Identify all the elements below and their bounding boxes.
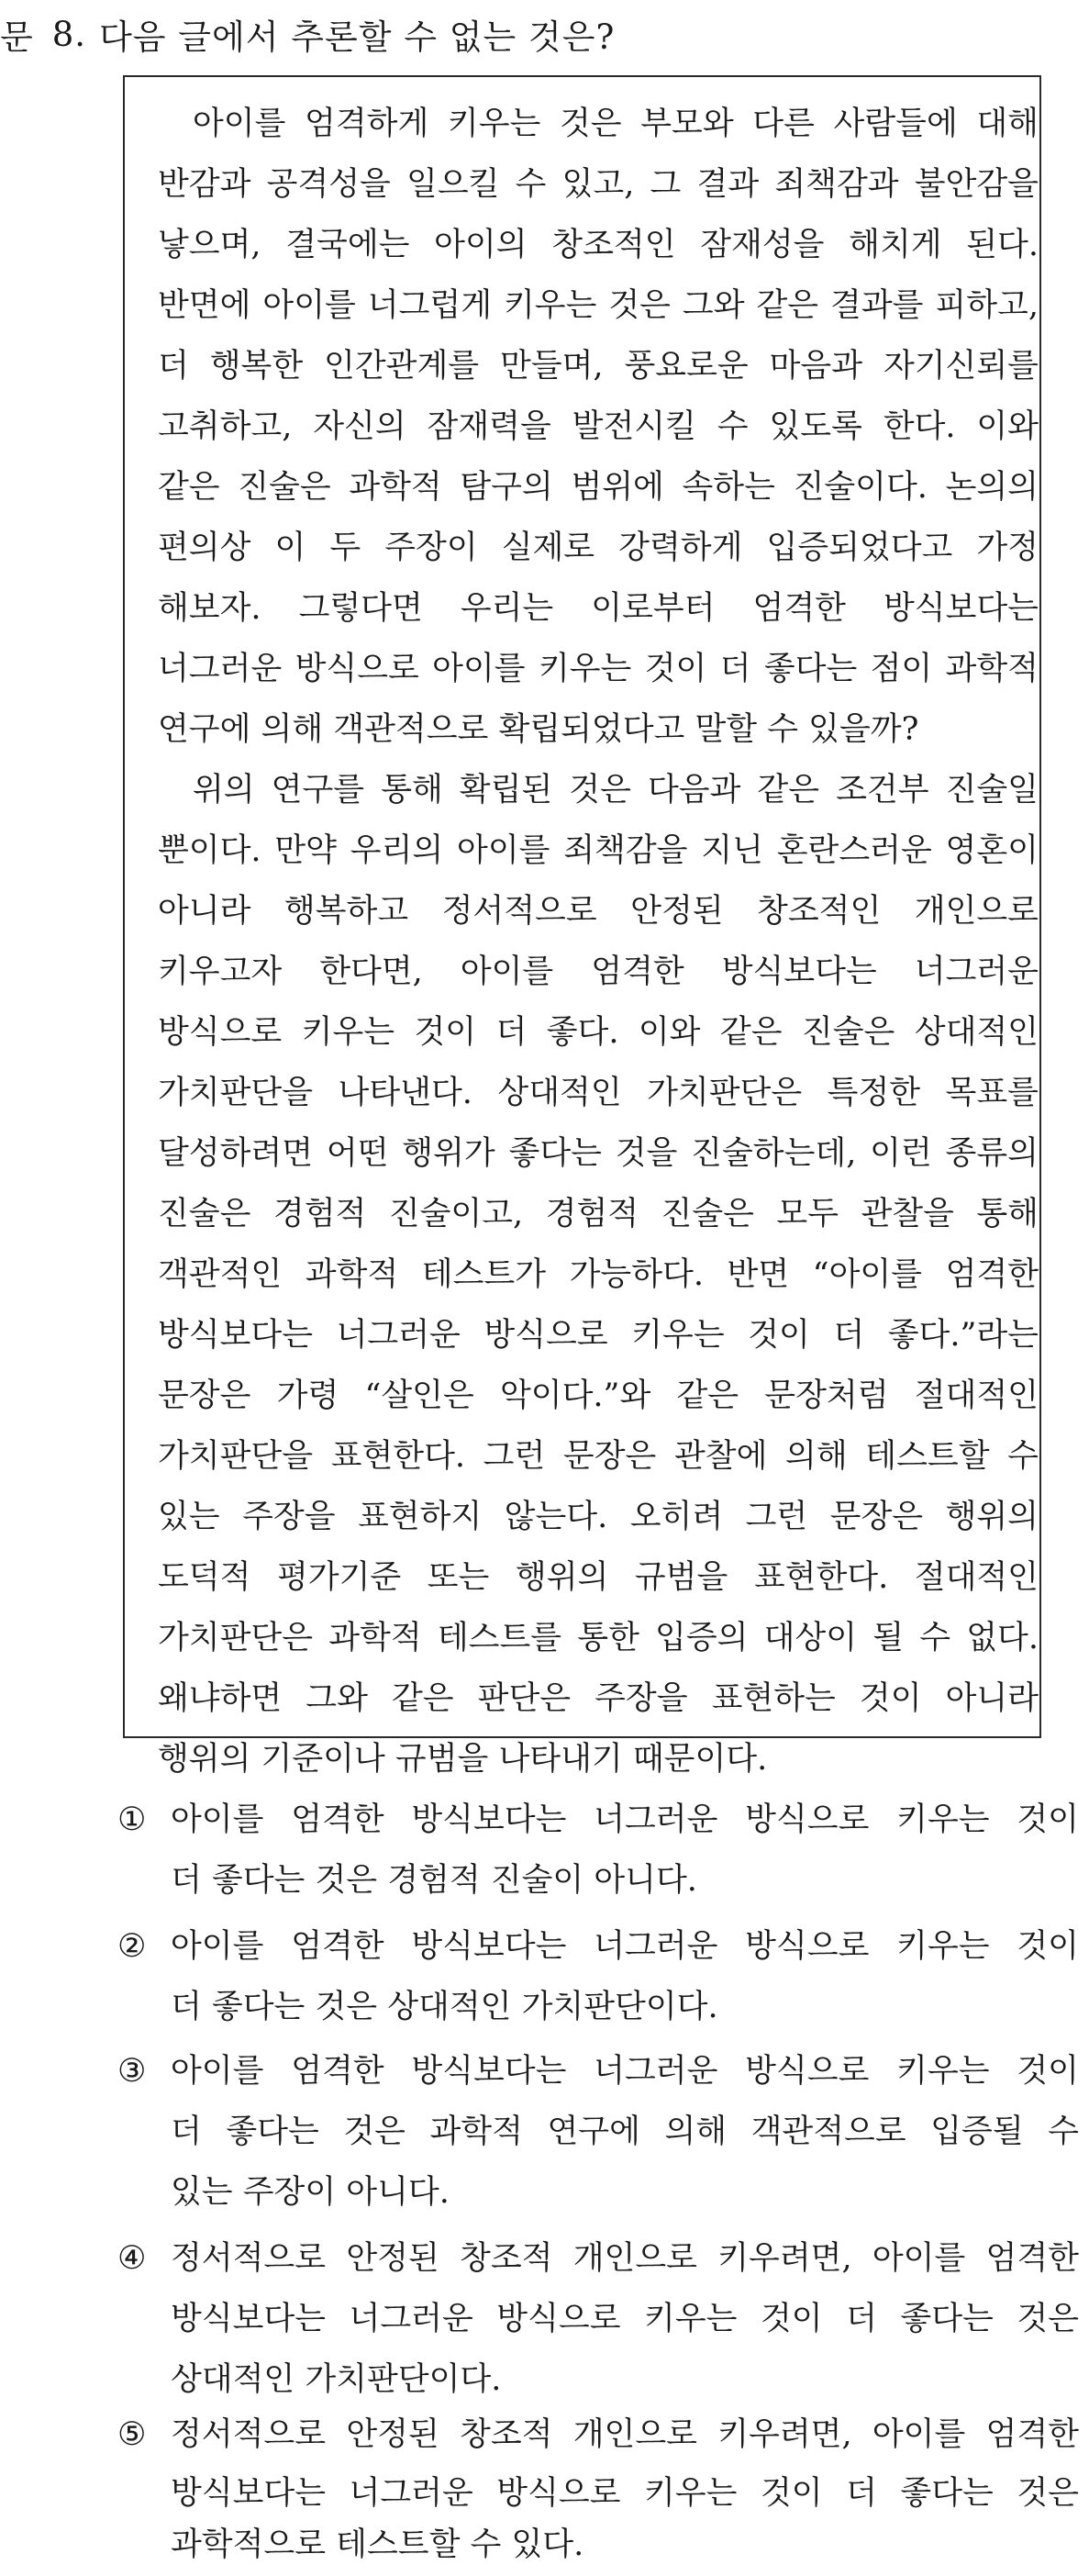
choice-4-line[interactable]: 방식보다는 너그러운 방식으로 키우는 것이 더 좋다는 것은	[171, 2301, 1079, 2337]
choice-4-line[interactable]: 상대적인 가치판단이다.	[171, 2361, 502, 2398]
passage-line: 있는 주장을 표현하지 않는다. 오히려 그런 문장은 행위의	[158, 1499, 1039, 1535]
passage-line: 방식으로 키우는 것이 더 좋다. 이와 같은 진술은 상대적인	[158, 1014, 1039, 1051]
passage-line: 문장은 가령 “살인은 악이다.”와 같은 문장처럼 절대적인	[158, 1377, 1039, 1414]
passage-line: 편의상 이 두 주장이 실제로 강력하게 입증되었다고 가정	[158, 530, 1039, 566]
passage-line: 더 행복한 인간관계를 만들며, 풍요로운 마음과 자기신뢰를	[158, 348, 1039, 385]
passage-line: 행위의 기준이나 규범을 나타내기 때문이다.	[158, 1741, 768, 1778]
choice-5-line[interactable]: 과학적으로 테스트할 수 있다.	[171, 2526, 584, 2563]
choice-4-marker[interactable]: ④	[117, 2240, 147, 2277]
passage-line: 너그러운 방식으로 아이를 키우는 것이 더 좋다는 점이 과학적	[158, 651, 1039, 687]
question-number: 8.	[51, 14, 87, 54]
passage-line: 달성하려면 어떤 행위가 좋다는 것을 진술하는데, 이런 종류의	[158, 1135, 1039, 1172]
choice-2-line[interactable]: 아이를 엄격한 방식보다는 너그러운 방식으로 키우는 것이	[171, 1928, 1079, 1965]
passage-line: 아이를 엄격하게 키우는 것은 부모와 다른 사람들에 대해	[193, 106, 1039, 142]
question-header	[0, 4, 615, 64]
choice-3-line[interactable]: 더 좋다는 것은 과학적 연구에 의해 객관적으로 입증될 수	[171, 2113, 1079, 2150]
passage-line: 방식보다는 너그러운 방식으로 키우는 것이 더 좋다.”라는	[158, 1317, 1039, 1354]
passage-line: 반감과 공격성을 일으킬 수 있고, 그 결과 죄책감과 불안감을	[158, 166, 1039, 203]
passage-line: 연구에 의해 객관적으로 확립되었다고 말할 수 있을까?	[158, 711, 919, 748]
passage-line: 아니라 행복하고 정서적으로 안정된 창조적인 개인으로	[158, 893, 1039, 930]
choice-2-line[interactable]: 더 좋다는 것은 상대적인 가치판단이다.	[171, 1989, 718, 2025]
passage-line: 뿐이다. 만약 우리의 아이를 죄책감을 지닌 혼란스러운 영혼이	[158, 832, 1039, 869]
passage-line: 가치판단을 나타낸다. 상대적인 가치판단은 특정한 목표를	[158, 1075, 1039, 1111]
choice-1-line[interactable]: 아이를 엄격한 방식보다는 너그러운 방식으로 키우는 것이	[171, 1801, 1079, 1838]
choice-4-line[interactable]: 정서적으로 안정된 창조적 개인으로 키우려면, 아이를 엄격한	[171, 2240, 1079, 2277]
passage-line: 객관적인 과학적 테스트가 가능하다. 반면 “아이를 엄격한	[158, 1256, 1039, 1293]
choice-5-line[interactable]: 정서적으로 안정된 창조적 개인으로 키우려면, 아이를 엄격한	[171, 2416, 1079, 2453]
passage-line: 낳으며, 결국에는 아이의 창조적인 잠재성을 해치게 된다.	[158, 227, 1039, 263]
passage-line: 위의 연구를 통해 확립된 것은 다음과 같은 조건부 진술일	[193, 772, 1039, 808]
question-label: 문	[0, 17, 34, 57]
passage-line: 가치판단은 과학적 테스트를 통한 입증의 대상이 될 수 없다.	[158, 1620, 1039, 1656]
choice-5-marker[interactable]: ⑤	[117, 2416, 147, 2453]
choice-3-line[interactable]: 있는 주장이 아니다.	[171, 2174, 450, 2211]
choice-3-line[interactable]: 아이를 엄격한 방식보다는 너그러운 방식으로 키우는 것이	[171, 2053, 1079, 2090]
choice-1-marker[interactable]: ①	[117, 1801, 147, 1838]
passage-line: 진술은 경험적 진술이고, 경험적 진술은 모두 관찰을 통해	[158, 1196, 1039, 1232]
passage-line: 해보자. 그렇다면 우리는 이로부터 엄격한 방식보다는	[158, 590, 1039, 627]
choice-3-marker[interactable]: ③	[117, 2053, 147, 2090]
passage-line: 키우고자 한다면, 아이를 엄격한 방식보다는 너그러운	[158, 953, 1039, 990]
choice-2-marker[interactable]: ②	[117, 1928, 147, 1965]
question-prompt: 다음 글에서 추론할 수 없는 것은?	[99, 17, 616, 57]
passage-line: 왜냐하면 그와 같은 판단은 주장을 표현하는 것이 아니라	[158, 1680, 1039, 1717]
choice-5-line[interactable]: 방식보다는 너그러운 방식으로 키우는 것이 더 좋다는 것은	[171, 2475, 1079, 2512]
passage-line: 반면에 아이를 너그럽게 키우는 것은 그와 같은 결과를 피하고,	[158, 287, 1039, 324]
passage-line: 가치판단을 표현한다. 그런 문장은 관찰에 의해 테스트할 수	[158, 1438, 1039, 1475]
choice-1-line[interactable]: 더 좋다는 것은 경험적 진술이 아니다.	[171, 1862, 697, 1899]
passage-line: 고취하고, 자신의 잠재력을 발전시킬 수 있도록 한다. 이와	[158, 408, 1039, 445]
passage-line: 같은 진술은 과학적 탐구의 범위에 속하는 진술이다. 논의의	[158, 469, 1039, 506]
passage-line: 도덕적 평가기준 또는 행위의 규범을 표현한다. 절대적인	[158, 1559, 1039, 1596]
